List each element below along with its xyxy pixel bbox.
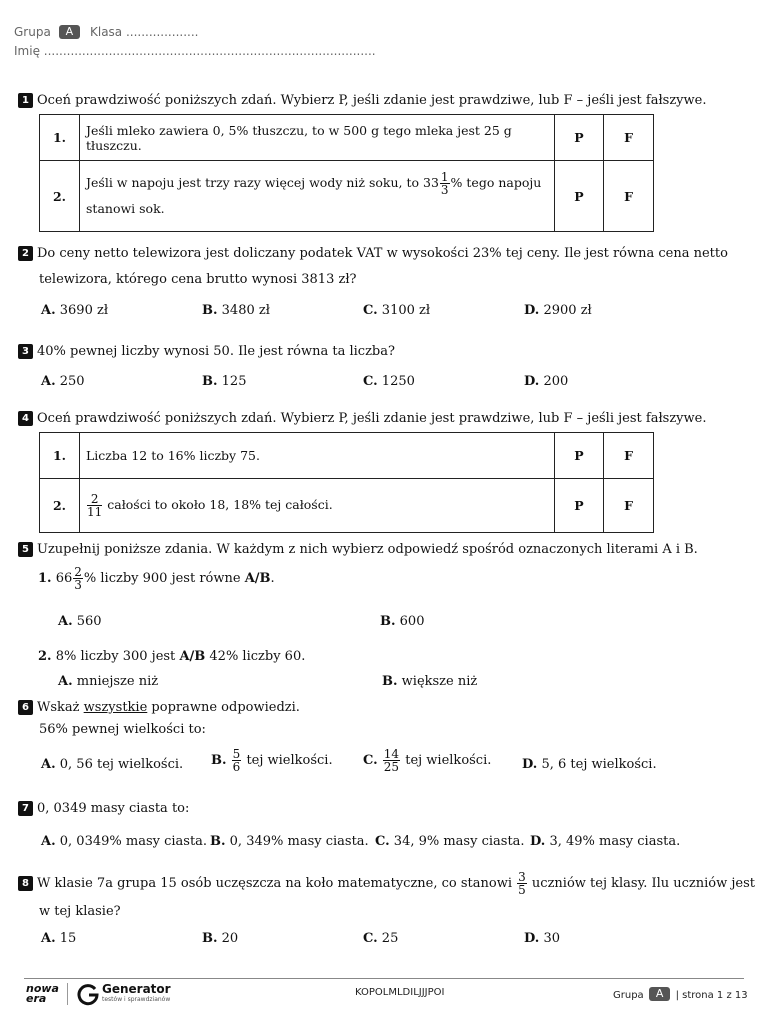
question-number-badge: 1 <box>18 93 33 108</box>
option-b[interactable]: B. większe niż <box>382 674 478 689</box>
question-number-badge: 5 <box>18 542 33 557</box>
question-3-prompt <box>18 344 395 359</box>
emphasis-underline: wszystkie <box>83 700 148 715</box>
option-c[interactable]: C. 3100 zł <box>363 303 431 318</box>
option-b[interactable]: B. $\frac{5}{6}$ tej wielkości. <box>211 747 333 774</box>
option-b[interactable]: B. 20 <box>202 931 239 946</box>
page-info: Grupa A | strona 1 z 13 <box>613 987 748 1001</box>
table-row <box>40 433 654 479</box>
logo-separator <box>67 983 68 1005</box>
option-d[interactable]: D. 3, 49% masy ciasta. <box>530 834 681 849</box>
table-row <box>40 161 654 232</box>
question-5-prompt <box>18 542 698 557</box>
nowa-era-logo: nowa era <box>26 982 59 1005</box>
option-a[interactable]: A. mniejsze niż <box>58 674 159 689</box>
question-number-badge: 7 <box>18 801 33 816</box>
statement: Jeśli w napoju jest trzy razy więcej wody niż soku, to 33 $\frac{1}{3}$ % tego napoju stanowi sok. <box>80 161 555 232</box>
question-number-badge: 8 <box>18 876 33 891</box>
option-a[interactable]: A. 15 <box>41 931 77 946</box>
question-text: Oceń prawdziwość poniższych zdań. Wybierz P, jeśli zdanie jest prawdziwe, lub F – jeśli jest fałszywe. <box>37 411 707 426</box>
option-b[interactable]: B. 3480 zł <box>202 303 270 318</box>
group-label: Grupa <box>14 25 51 39</box>
question-text: Oceń prawdziwość poniższych zdań. Wybierz P, jeśli zdanie jest prawdziwe, lub F – jeśli jest fałszywe. <box>37 93 707 108</box>
question-2-prompt <box>18 246 728 261</box>
fraction: $\frac{3}{5}$ <box>518 870 526 897</box>
option-a[interactable]: A. 0, 0349% masy ciasta. <box>41 834 208 849</box>
question-1-prompt <box>18 93 706 108</box>
option-c[interactable]: C. 1250 <box>363 374 415 389</box>
question-6-prompt: 6 Wskaż wszystkie poprawne odpowiedzi. <box>18 700 300 715</box>
statement: Liczba 12 to 16% liczby 75. <box>80 433 555 479</box>
option-b[interactable]: B. 600 <box>380 614 425 629</box>
name-field[interactable]: Imię ....................................................................................... <box>14 44 376 58</box>
question-4-prompt <box>18 411 706 426</box>
answer-p[interactable]: P <box>555 479 604 533</box>
statement: Jeśli mleko zawiera 0, 5% tłuszczu, to w 500 g tego mleka jest 25 g tłuszczu. <box>80 115 555 161</box>
question-number-badge: 3 <box>18 344 33 359</box>
group-badge: A <box>649 987 671 1001</box>
option-c[interactable]: C. 25 <box>363 931 399 946</box>
fraction: $\frac{2}{11}$ <box>87 492 103 519</box>
answer-f[interactable]: F <box>604 115 654 161</box>
option-d[interactable]: D. 5, 6 tej wielkości. <box>522 757 657 772</box>
answer-p[interactable]: P <box>555 433 604 479</box>
question-text: 40% pewnej liczby wynosi 50. Ile jest równa ta liczba? <box>37 344 395 359</box>
generator-g-icon <box>76 982 100 1006</box>
question-text: 0, 0349 masy ciasta to: <box>37 801 190 816</box>
fraction: $\frac{1}{3}$ <box>440 170 449 197</box>
row-number: 1. <box>40 433 80 479</box>
table-row <box>40 115 654 161</box>
option-a[interactable]: A. 250 <box>41 374 85 389</box>
q4-table <box>39 432 654 533</box>
option-a[interactable]: A. 3690 zł <box>41 303 109 318</box>
question-7-prompt <box>18 801 189 816</box>
header-group-row <box>14 25 198 39</box>
question-text-line2: w tej klasie? <box>39 904 121 919</box>
class-label: Klasa ................... <box>90 25 199 39</box>
option-b[interactable]: B. 0, 349% masy ciasta. <box>210 834 369 849</box>
option-c[interactable]: C. 34, 9% masy ciasta. <box>375 834 525 849</box>
group-badge: A <box>59 25 81 39</box>
answer-p[interactable]: P <box>555 115 604 161</box>
q5-sentence-2: 2. 8% liczby 300 jest A/B 42% liczby 60. <box>38 649 306 664</box>
option-b[interactable]: B. 125 <box>202 374 247 389</box>
answer-f[interactable]: F <box>604 479 654 533</box>
answer-f[interactable]: F <box>604 433 654 479</box>
answer-f[interactable]: F <box>604 161 654 232</box>
question-text: Uzupełnij poniższe zdania. W każdym z nich wybierz odpowiedź spośród oznaczonych literami A i B. <box>37 542 698 557</box>
table-row <box>40 479 654 533</box>
row-number: 2. <box>40 479 80 533</box>
question-number-badge: 4 <box>18 411 33 426</box>
option-d[interactable]: D. 2900 zł <box>524 303 592 318</box>
answer-p[interactable]: P <box>555 161 604 232</box>
option-d[interactable]: D. 200 <box>524 374 569 389</box>
question-number-badge: 6 <box>18 700 33 715</box>
option-c[interactable]: C. $\frac{14}{25}$ tej wielkości. <box>363 747 492 774</box>
question-8-prompt: 8 W klasie 7a grupa 15 osób uczęszcza na koło matematyczne, co stanowi $\frac{3}{5}$ uczniów tej klasy. Ilu uczniów jest <box>18 871 755 896</box>
question-text: Do ceny netto telewizora jest doliczany podatek VAT w wysokości 23% tej ceny. Ile jest równa cena netto <box>37 246 728 261</box>
question-text-line2: 56% pewnej wielkości to: <box>39 722 206 737</box>
test-code: KOPOLMLDILJJJPOI <box>355 987 445 998</box>
q1-table <box>39 114 654 232</box>
footer-divider <box>24 978 744 979</box>
option-a[interactable]: A. 0, 56 tej wielkości. <box>41 757 184 772</box>
option-d[interactable]: D. 30 <box>524 931 561 946</box>
fraction: $\frac{5}{6}$ <box>232 747 241 774</box>
fraction: $\frac{2}{3}$ <box>74 565 82 592</box>
question-number-badge: 2 <box>18 246 33 261</box>
row-number: 2. <box>40 161 80 232</box>
question-text-line2: telewizora, którego cena brutto wynosi 3813 zł? <box>39 272 357 287</box>
row-number: 1. <box>40 115 80 161</box>
option-a[interactable]: A. 560 <box>58 614 102 629</box>
q5-sentence-1: 1. 66 $\frac{2}{3}$ % liczby 900 jest równe A/B. <box>38 565 275 592</box>
statement: $\frac{2}{11}$ całości to około 18, 18% tej całości. <box>80 479 555 533</box>
fraction: $\frac{14}{25}$ <box>383 747 400 774</box>
